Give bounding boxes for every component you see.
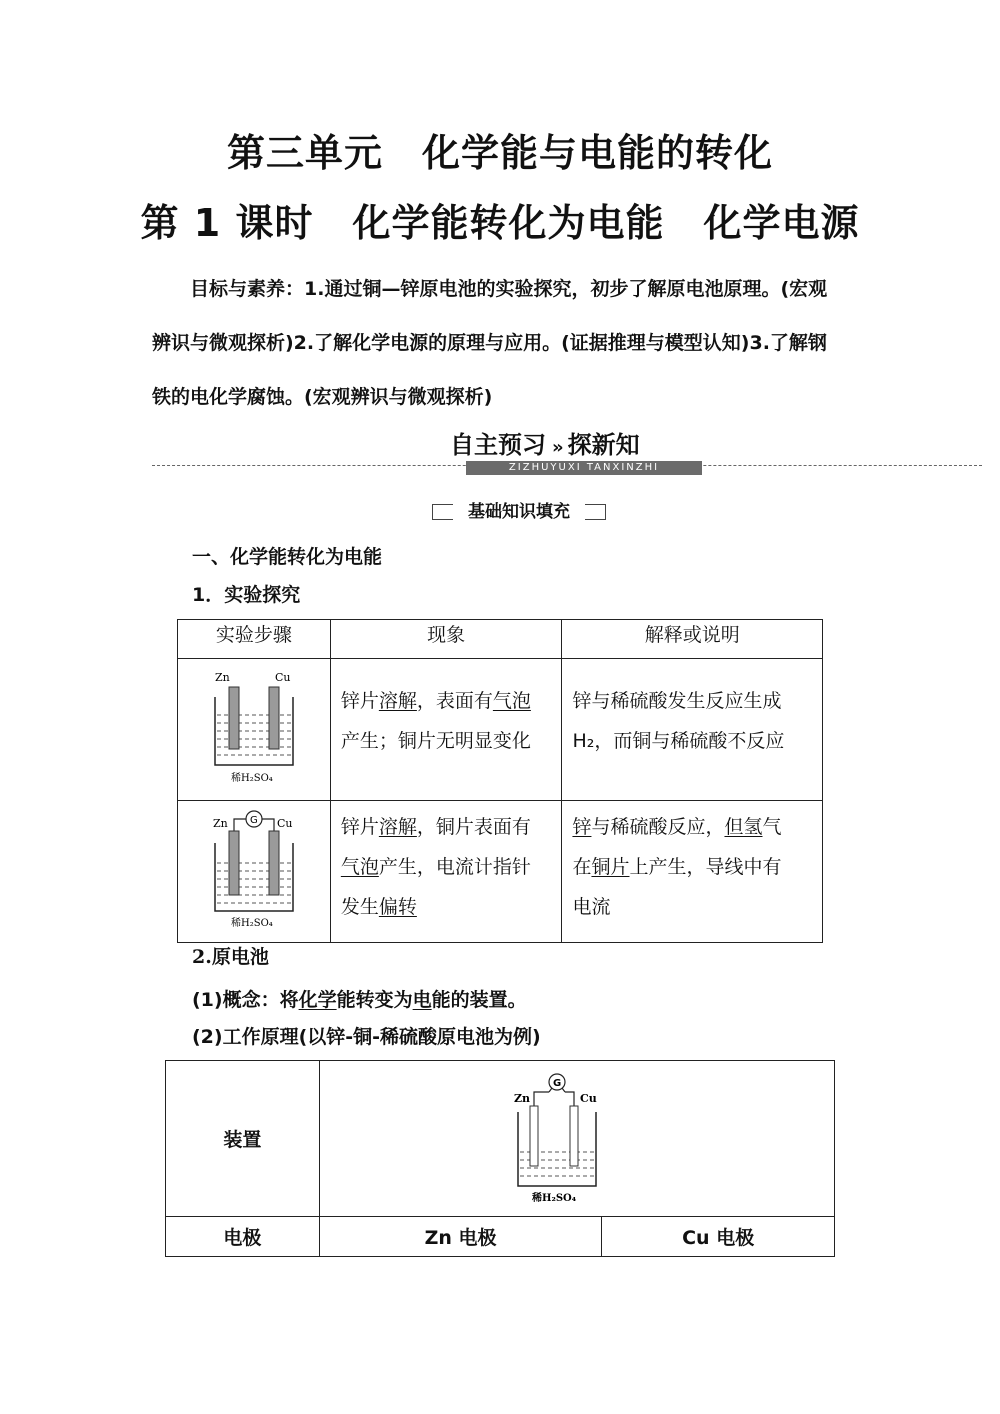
lesson-title: 第 1 课时 化学能转化为电能 化学电源 — [140, 201, 860, 245]
beaker-icon — [209, 667, 299, 787]
explanation-cell-1: 锌与稀硫酸发生反应生成 H₂，而铜与稀硫酸不反应 — [562, 659, 823, 801]
svg-text:Cu: Cu — [274, 671, 291, 684]
device-diagram — [319, 1061, 834, 1217]
banner-subtitle: ZIZHUYUXI TANXINZHI — [466, 461, 702, 475]
banner-main-right: 探新知 — [564, 431, 644, 459]
svg-text:稀H₂SO₄: 稀H₂SO₄ — [230, 773, 273, 784]
beaker-diagram-1 — [178, 659, 331, 801]
svg-text:Zn: Zn — [513, 1092, 530, 1105]
header-step: 实验步骤 — [178, 620, 331, 659]
svg-text:Zn: Zn — [214, 671, 230, 684]
galvanic-cell-icon — [209, 807, 299, 932]
principle-table — [165, 1060, 835, 1257]
table-row — [166, 1217, 835, 1257]
header-phenomenon: 现象 — [330, 620, 562, 659]
header-explanation: 解释或说明 — [562, 620, 823, 659]
beaker-diagram-2 — [178, 801, 331, 943]
svg-text:G: G — [249, 814, 258, 826]
unit-title: 第三单元 化学能与电能的转化 — [226, 131, 773, 175]
svg-text:Zn: Zn — [212, 816, 228, 830]
section1-subheading: 1．实验探究 — [192, 584, 301, 606]
svg-text:Cu: Cu — [276, 816, 293, 830]
table-row — [178, 801, 823, 943]
phenomenon-cell-1: 锌片溶解，表面有气泡 产生；铜片无明显变化 — [330, 659, 562, 801]
section-tag: 基础知识填充 — [432, 500, 606, 524]
preview-banner — [440, 425, 702, 473]
section2-heading: 2.原电池 — [192, 946, 269, 968]
banner-main-left: 自主预习 — [440, 431, 552, 459]
svg-text:G: G — [552, 1078, 562, 1089]
concept-line: (1)概念：将化学能转变为电能的装置。 — [192, 989, 527, 1011]
principle-line: (2)工作原理(以锌-铜-稀硫酸原电池为例) — [192, 1026, 541, 1048]
experiment-table — [177, 619, 823, 943]
device-label: 装置 — [166, 1061, 320, 1217]
zn-electrode-header: Zn 电极 — [319, 1217, 602, 1257]
goals-line-2: 辨识与微观探析)2.了解化学电源的原理与应用。(证据推理与模型认知)3.了解钢 — [152, 332, 827, 354]
electrode-label: 电极 — [166, 1217, 320, 1257]
section1-heading: 一、化学能转化为电能 — [192, 546, 383, 568]
goals-line-1: 目标与素养：1.通过铜—锌原电池的实验探究，初步了解原电池原理。(宏观 — [190, 278, 828, 300]
phenomenon-cell-2: 锌片溶解，铜片表面有 气泡产生，电流计指针 发生偏转 — [330, 801, 562, 943]
galvanic-cell-icon — [512, 1066, 602, 1206]
learning-goals — [152, 262, 852, 424]
table-row — [178, 659, 823, 801]
table-row — [166, 1061, 835, 1217]
chevron-right-icon: » — [552, 437, 564, 458]
svg-text:稀H₂SO₄: 稀H₂SO₄ — [531, 1193, 576, 1204]
svg-text:稀H₂SO₄: 稀H₂SO₄ — [230, 917, 273, 929]
svg-text:Cu: Cu — [579, 1092, 597, 1105]
cu-electrode-header: Cu 电极 — [602, 1217, 835, 1257]
table-header-row — [178, 620, 823, 659]
explanation-cell-2: 锌与稀硫酸反应，但氢气 在铜片上产生，导线中有 电流 — [562, 801, 823, 943]
goals-line-3: 铁的电化学腐蚀。(宏观辨识与微观探析) — [152, 386, 493, 408]
